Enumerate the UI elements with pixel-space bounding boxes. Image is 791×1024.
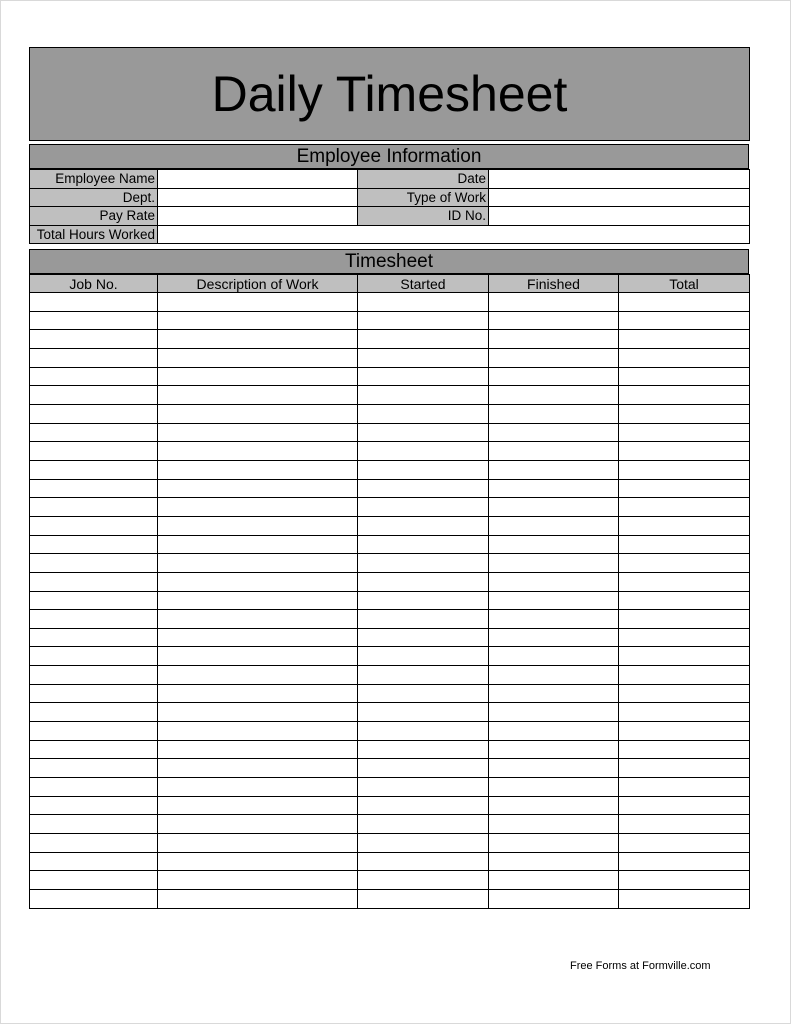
total-cell[interactable] <box>619 423 750 442</box>
started-cell[interactable] <box>358 647 489 666</box>
total-cell[interactable] <box>619 852 750 871</box>
total-cell[interactable] <box>619 778 750 797</box>
table-row <box>30 498 750 517</box>
finished-cell[interactable] <box>489 796 619 815</box>
employee-row <box>30 225 750 244</box>
description-cell[interactable] <box>158 404 358 423</box>
table-row <box>30 591 750 610</box>
type-of-work-field[interactable] <box>489 188 750 207</box>
description-cell[interactable] <box>158 740 358 759</box>
total-cell[interactable] <box>619 759 750 778</box>
description-cell[interactable] <box>158 572 358 591</box>
started-cell[interactable] <box>358 852 489 871</box>
started-cell[interactable] <box>358 834 489 853</box>
finished-cell[interactable] <box>489 442 619 461</box>
column-header-job-no: Job No. <box>30 275 158 293</box>
description-cell[interactable] <box>158 759 358 778</box>
started-cell[interactable] <box>358 722 489 741</box>
table-row <box>30 386 750 405</box>
timesheet-rows <box>30 293 750 909</box>
job-no-cell[interactable] <box>30 759 158 778</box>
table-row <box>30 330 750 349</box>
job-no-cell[interactable] <box>30 834 158 853</box>
description-cell[interactable] <box>158 386 358 405</box>
finished-cell[interactable] <box>489 703 619 722</box>
table-row <box>30 610 750 629</box>
job-no-cell[interactable] <box>30 479 158 498</box>
total-cell[interactable] <box>619 311 750 330</box>
description-cell[interactable] <box>158 591 358 610</box>
column-header-description: Description of Work <box>158 275 358 293</box>
total-cell[interactable] <box>619 666 750 685</box>
total-cell[interactable] <box>619 647 750 666</box>
table-row <box>30 423 750 442</box>
total-cell[interactable] <box>619 348 750 367</box>
total-cell[interactable] <box>619 404 750 423</box>
description-cell[interactable] <box>158 498 358 517</box>
finished-cell[interactable] <box>489 498 619 517</box>
employee-information-section <box>29 144 749 244</box>
finished-cell[interactable] <box>489 535 619 554</box>
finished-cell[interactable] <box>489 740 619 759</box>
total-cell[interactable] <box>619 591 750 610</box>
table-row <box>30 516 750 535</box>
job-no-cell[interactable] <box>30 367 158 386</box>
started-cell[interactable] <box>358 759 489 778</box>
description-cell[interactable] <box>158 852 358 871</box>
job-no-cell[interactable] <box>30 311 158 330</box>
finished-cell[interactable] <box>489 572 619 591</box>
started-cell[interactable] <box>358 666 489 685</box>
started-cell[interactable] <box>358 404 489 423</box>
total-cell[interactable] <box>619 684 750 703</box>
total-cell[interactable] <box>619 535 750 554</box>
job-no-cell[interactable] <box>30 554 158 573</box>
finished-cell[interactable] <box>489 367 619 386</box>
started-cell[interactable] <box>358 554 489 573</box>
type-of-work-label: Type of Work <box>358 188 489 207</box>
total-hours-label: Total Hours Worked <box>30 225 158 244</box>
finished-cell[interactable] <box>489 311 619 330</box>
job-no-cell[interactable] <box>30 628 158 647</box>
job-no-cell[interactable] <box>30 293 158 312</box>
job-no-cell[interactable] <box>30 535 158 554</box>
finished-cell[interactable] <box>489 834 619 853</box>
started-cell[interactable] <box>358 703 489 722</box>
total-cell[interactable] <box>619 460 750 479</box>
description-cell[interactable] <box>158 460 358 479</box>
table-row <box>30 852 750 871</box>
job-no-cell[interactable] <box>30 610 158 629</box>
started-cell[interactable] <box>358 628 489 647</box>
table-row <box>30 778 750 797</box>
table-row <box>30 535 750 554</box>
date-field[interactable] <box>489 170 750 189</box>
table-row <box>30 722 750 741</box>
description-cell[interactable] <box>158 722 358 741</box>
total-hours-field[interactable] <box>158 225 750 244</box>
started-cell[interactable] <box>358 740 489 759</box>
table-row <box>30 348 750 367</box>
table-row <box>30 404 750 423</box>
total-cell[interactable] <box>619 386 750 405</box>
column-header-total: Total <box>619 275 750 293</box>
started-cell[interactable] <box>358 890 489 909</box>
job-no-cell[interactable] <box>30 890 158 909</box>
description-cell[interactable] <box>158 610 358 629</box>
finished-cell[interactable] <box>489 666 619 685</box>
total-cell[interactable] <box>619 554 750 573</box>
employee-row <box>30 170 750 189</box>
job-no-cell[interactable] <box>30 330 158 349</box>
started-cell[interactable] <box>358 293 489 312</box>
job-no-cell[interactable] <box>30 591 158 610</box>
description-cell[interactable] <box>158 796 358 815</box>
total-cell[interactable] <box>619 367 750 386</box>
finished-cell[interactable] <box>489 684 619 703</box>
table-row <box>30 890 750 909</box>
started-cell[interactable] <box>358 684 489 703</box>
job-no-cell[interactable] <box>30 722 158 741</box>
timesheet-header: Timesheet <box>29 249 749 274</box>
table-row <box>30 293 750 312</box>
id-no-label: ID No. <box>358 207 489 226</box>
column-header-finished: Finished <box>489 275 619 293</box>
dept-field[interactable] <box>158 188 358 207</box>
started-cell[interactable] <box>358 591 489 610</box>
dept-label: Dept. <box>30 188 158 207</box>
id-no-field[interactable] <box>489 207 750 226</box>
job-no-cell[interactable] <box>30 647 158 666</box>
total-cell[interactable] <box>619 516 750 535</box>
table-row <box>30 740 750 759</box>
finished-cell[interactable] <box>489 628 619 647</box>
table-row <box>30 834 750 853</box>
table-row <box>30 442 750 461</box>
description-cell[interactable] <box>158 479 358 498</box>
started-cell[interactable] <box>358 610 489 629</box>
title-banner <box>29 47 750 141</box>
description-cell[interactable] <box>158 871 358 890</box>
total-cell[interactable] <box>619 293 750 312</box>
total-cell[interactable] <box>619 572 750 591</box>
started-cell[interactable] <box>358 572 489 591</box>
job-no-cell[interactable] <box>30 516 158 535</box>
employee-row <box>30 188 750 207</box>
started-cell[interactable] <box>358 535 489 554</box>
started-cell[interactable] <box>358 423 489 442</box>
started-cell[interactable] <box>358 871 489 890</box>
started-cell[interactable] <box>358 815 489 834</box>
finished-cell[interactable] <box>489 293 619 312</box>
job-no-cell[interactable] <box>30 871 158 890</box>
description-cell[interactable] <box>158 684 358 703</box>
started-cell[interactable] <box>358 516 489 535</box>
job-no-cell[interactable] <box>30 498 158 517</box>
description-cell[interactable] <box>158 348 358 367</box>
job-no-cell[interactable] <box>30 423 158 442</box>
total-cell[interactable] <box>619 479 750 498</box>
job-no-cell[interactable] <box>30 348 158 367</box>
total-cell[interactable] <box>619 815 750 834</box>
finished-cell[interactable] <box>489 778 619 797</box>
table-row <box>30 647 750 666</box>
employee-information-header: Employee Information <box>29 144 749 169</box>
finished-cell[interactable] <box>489 386 619 405</box>
table-row <box>30 815 750 834</box>
started-cell[interactable] <box>358 311 489 330</box>
job-no-cell[interactable] <box>30 442 158 461</box>
employee-name-label: Employee Name <box>30 170 158 189</box>
table-row <box>30 311 750 330</box>
table-row <box>30 628 750 647</box>
timesheet-table <box>29 274 750 909</box>
description-cell[interactable] <box>158 367 358 386</box>
finished-cell[interactable] <box>489 722 619 741</box>
table-row <box>30 572 750 591</box>
pay-rate-field[interactable] <box>158 207 358 226</box>
started-cell[interactable] <box>358 386 489 405</box>
job-no-cell[interactable] <box>30 572 158 591</box>
job-no-cell[interactable] <box>30 460 158 479</box>
description-cell[interactable] <box>158 890 358 909</box>
finished-cell[interactable] <box>489 460 619 479</box>
finished-cell[interactable] <box>489 479 619 498</box>
table-row <box>30 666 750 685</box>
total-cell[interactable] <box>619 498 750 517</box>
finished-cell[interactable] <box>489 516 619 535</box>
total-cell[interactable] <box>619 740 750 759</box>
started-cell[interactable] <box>358 460 489 479</box>
table-row <box>30 460 750 479</box>
finished-cell[interactable] <box>489 348 619 367</box>
started-cell[interactable] <box>358 778 489 797</box>
employee-information-table <box>29 169 750 244</box>
pay-rate-label: Pay Rate <box>30 207 158 226</box>
description-cell[interactable] <box>158 666 358 685</box>
description-cell[interactable] <box>158 778 358 797</box>
description-cell[interactable] <box>158 293 358 312</box>
started-cell[interactable] <box>358 348 489 367</box>
finished-cell[interactable] <box>489 404 619 423</box>
started-cell[interactable] <box>358 479 489 498</box>
finished-cell[interactable] <box>489 759 619 778</box>
finished-cell[interactable] <box>489 423 619 442</box>
finished-cell[interactable] <box>489 330 619 349</box>
job-no-cell[interactable] <box>30 740 158 759</box>
finished-cell[interactable] <box>489 554 619 573</box>
started-cell[interactable] <box>358 796 489 815</box>
table-row <box>30 367 750 386</box>
table-row <box>30 554 750 573</box>
started-cell[interactable] <box>358 330 489 349</box>
started-cell[interactable] <box>358 442 489 461</box>
description-cell[interactable] <box>158 535 358 554</box>
table-row <box>30 759 750 778</box>
total-cell[interactable] <box>619 871 750 890</box>
total-cell[interactable] <box>619 628 750 647</box>
finished-cell[interactable] <box>489 871 619 890</box>
employee-name-field[interactable] <box>158 170 358 189</box>
job-no-cell[interactable] <box>30 404 158 423</box>
footer-credit: Free Forms at Formville.com <box>570 960 711 972</box>
description-cell[interactable] <box>158 815 358 834</box>
date-label: Date <box>358 170 489 189</box>
job-no-cell[interactable] <box>30 796 158 815</box>
job-no-cell[interactable] <box>30 386 158 405</box>
description-cell[interactable] <box>158 554 358 573</box>
timesheet-section <box>29 249 749 909</box>
job-no-cell[interactable] <box>30 703 158 722</box>
finished-cell[interactable] <box>489 815 619 834</box>
job-no-cell[interactable] <box>30 815 158 834</box>
total-cell[interactable] <box>619 610 750 629</box>
page-title: Daily Timesheet <box>211 66 568 122</box>
job-no-cell[interactable] <box>30 852 158 871</box>
timesheet-column-headers <box>30 275 750 293</box>
started-cell[interactable] <box>358 367 489 386</box>
total-cell[interactable] <box>619 703 750 722</box>
description-cell[interactable] <box>158 703 358 722</box>
job-no-cell[interactable] <box>30 778 158 797</box>
table-row <box>30 871 750 890</box>
total-cell[interactable] <box>619 890 750 909</box>
table-row <box>30 684 750 703</box>
finished-cell[interactable] <box>489 890 619 909</box>
total-cell[interactable] <box>619 722 750 741</box>
finished-cell[interactable] <box>489 591 619 610</box>
table-row <box>30 796 750 815</box>
table-row <box>30 479 750 498</box>
description-cell[interactable] <box>158 516 358 535</box>
total-cell[interactable] <box>619 796 750 815</box>
total-cell[interactable] <box>619 330 750 349</box>
description-cell[interactable] <box>158 834 358 853</box>
started-cell[interactable] <box>358 498 489 517</box>
job-no-cell[interactable] <box>30 666 158 685</box>
description-cell[interactable] <box>158 647 358 666</box>
description-cell[interactable] <box>158 442 358 461</box>
table-row <box>30 703 750 722</box>
description-cell[interactable] <box>158 628 358 647</box>
employee-row <box>30 207 750 226</box>
description-cell[interactable] <box>158 311 358 330</box>
description-cell[interactable] <box>158 330 358 349</box>
finished-cell[interactable] <box>489 647 619 666</box>
job-no-cell[interactable] <box>30 684 158 703</box>
total-cell[interactable] <box>619 834 750 853</box>
finished-cell[interactable] <box>489 610 619 629</box>
description-cell[interactable] <box>158 423 358 442</box>
finished-cell[interactable] <box>489 852 619 871</box>
column-header-started: Started <box>358 275 489 293</box>
total-cell[interactable] <box>619 442 750 461</box>
